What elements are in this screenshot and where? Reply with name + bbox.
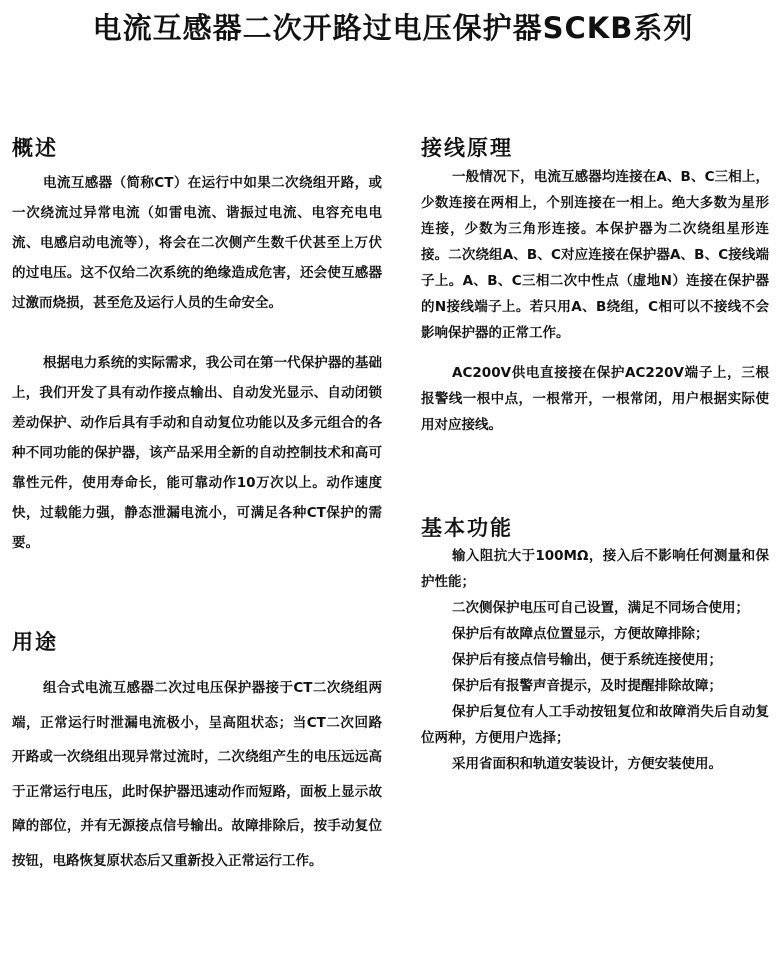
- usage-paragraph: 组合式电流互感器二次过电压保护器接于CT二次绕组两端，正常运行时泄漏电流极小，呈高阻状态；当CT二次回路开路或一次绕组出现异常过流时，二次绕组产生的电压远远高于正常运行电压，此时保护器迅速动作而短路，面板上显示故障的部位，并有无源接点信号输出。故障排除后，按手动复位按钮，电路恢复原状态后又重新投入正常运行工作。: [12, 680, 382, 869]
- function-item: 二次侧保护电压可自己设置，满足不同场合使用；: [452, 600, 750, 616]
- functions-heading: 基本功能: [421, 516, 513, 540]
- usage-heading: 用途: [12, 630, 58, 654]
- function-item: 保护后有故障点位置显示，方便故障排除；: [452, 626, 709, 642]
- functions-list: [421, 543, 769, 777]
- function-item: 输入阻抗大于100MΩ，接入后不影响任何测量和保护性能；: [421, 548, 769, 590]
- wiring-heading: 接线原理: [421, 136, 513, 160]
- overview-paragraph-2: 根据电力系统的实际需求，我公司在第一代保护器的基础上，我们开发了具有动作接点输出、自动发光显示、自动闭锁差动保护、动作后具有手动和自动复位功能以及多元组合的各种不同功能的保护器，该产品采用全新的自动控制技术和高可靠性元件，使用寿命长，能可靠动作10万次以上。动作速度快，过载能力强，静态泄漏电流小，可满足各种CT保护的需要。: [12, 355, 382, 551]
- function-item: 保护后有报警声音提示，及时提醒排除故障；: [452, 678, 723, 694]
- wiring-paragraph-1: 一般情况下，电流互感器均连接在A、B、C三相上，少数连接在两相上，个别连接在一相上。绝大多数为星形连接，少数为三角形连接。本保护器为二次绕组星形连接。二次绕组A、B、C对应连接在保护器A、B、C接线端子上。A、B、C三相二次中性点（虚地N）连接在保护器的N接线端子上。若只用A、B绕组，C相可以不接线不会影响保护器的正常工作。: [421, 169, 769, 341]
- overview-heading: 概述: [12, 136, 58, 160]
- overview-paragraph-1: 电流互感器（简称CT）在运行中如果二次绕组开路，或一次绕流过异常电流（如雷电流、谐振过电流、电容充电电流、电感启动电流等），将会在二次侧产生数千伏甚至上万伏的过电压。这不仅给二次系统的绝缘造成危害，还会使互感器过激而烧损，甚至危及运行人员的生命安全。: [12, 175, 382, 311]
- wiring-paragraph-2: AC200V供电直接接在保护AC220V端子上，三根报警线一根中点，一根常开，一根常闭，用户根据实际使用对应接线。: [421, 365, 769, 433]
- function-item: 采用省面积和轨道安装设计，方便安装使用。: [452, 756, 723, 772]
- function-item: 保护后复位有人工手动按钮复位和故障消失后自动复位两种，方便用户选择；: [421, 704, 769, 746]
- page-title: 电流互感器二次开路过电压保护器SCKB系列: [92, 11, 694, 45]
- function-item: 保护后有接点信号输出，便于系统连接使用；: [452, 652, 723, 668]
